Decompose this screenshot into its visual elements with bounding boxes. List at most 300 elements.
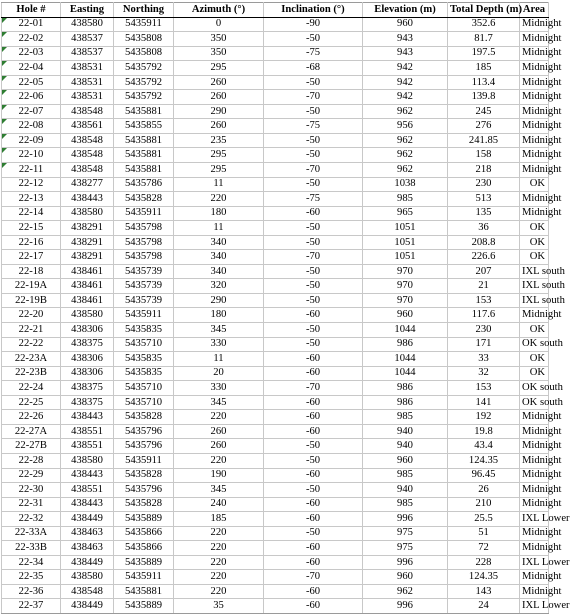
inclination-cell: -50 [264, 453, 363, 468]
table-row [2, 61, 549, 76]
azimuth-cell: 220 [174, 541, 264, 556]
table-body [2, 17, 570, 613]
elevation-cell: 970 [363, 264, 448, 279]
total-depth-cell: 124.35 [448, 570, 520, 585]
easting-cell: 438537 [61, 46, 114, 61]
inclination-header: Inclination (°) [264, 3, 363, 18]
hole-label: 22-01 [18, 18, 44, 30]
northing-cell: 5435881 [114, 133, 174, 148]
northing-cell: 5435889 [114, 512, 174, 527]
table-row [2, 221, 549, 236]
area-cell: Midnight [520, 148, 549, 163]
azimuth-cell: 290 [174, 104, 264, 119]
northing-cell: 5435828 [114, 410, 174, 425]
total-depth-cell: 124.35 [448, 453, 520, 468]
area-cell: OK [520, 366, 549, 381]
total-depth-cell: 276 [448, 119, 520, 134]
easting-cell: 438449 [61, 555, 114, 570]
elevation-header: Elevation (m) [363, 3, 448, 18]
area-cell: Midnight [520, 541, 549, 556]
hole-cell [2, 483, 61, 498]
northing-cell: 5435710 [114, 395, 174, 410]
hole-label: 22-23B [15, 367, 47, 379]
northing-cell: 5435881 [114, 148, 174, 163]
inclination-cell: -60 [264, 206, 363, 221]
hole-label: 22-18 [18, 265, 44, 277]
area-cell: OK south [520, 337, 549, 352]
azimuth-cell: 295 [174, 61, 264, 76]
area-cell: OK south [520, 381, 549, 396]
hole-cell [2, 555, 61, 570]
hole-cell [2, 366, 61, 381]
elevation-cell: 970 [363, 293, 448, 308]
area-cell: OK [520, 323, 549, 338]
easting-cell: 438548 [61, 584, 114, 599]
total-depth-cell: 226.6 [448, 250, 520, 265]
northing-cell: 5435796 [114, 439, 174, 454]
elevation-cell: 985 [363, 468, 448, 483]
error-flag-icon [2, 105, 7, 110]
northing-cell: 5435835 [114, 323, 174, 338]
total-depth-cell: 19.8 [448, 424, 520, 439]
azimuth-cell: 220 [174, 555, 264, 570]
hole-cell [2, 250, 61, 265]
hole-cell [2, 75, 61, 90]
northing-cell: 5435881 [114, 584, 174, 599]
elevation-cell: 962 [363, 163, 448, 178]
total-depth-cell: 113.4 [448, 75, 520, 90]
hole-cell [2, 410, 61, 425]
northing-cell: 5435889 [114, 555, 174, 570]
elevation-cell: 942 [363, 61, 448, 76]
table-row [2, 337, 549, 352]
area-cell: Midnight [520, 104, 549, 119]
hole-cell [2, 584, 61, 599]
elevation-cell: 985 [363, 410, 448, 425]
easting-cell: 438561 [61, 119, 114, 134]
table-row [2, 453, 549, 468]
hole-label: 22-33B [15, 542, 47, 553]
hole-cell [2, 32, 61, 47]
hole-label: 22-25 [18, 396, 44, 408]
easting-cell: 438548 [61, 148, 114, 163]
area-cell: Midnight [520, 119, 549, 134]
hole-label: 22-19A [14, 280, 48, 292]
area-cell: IXL Lower [520, 555, 549, 570]
elevation-cell: 960 [363, 17, 448, 32]
area-cell: OK south [520, 395, 549, 410]
inclination-cell: -60 [264, 555, 363, 570]
inclination-cell: -90 [264, 17, 363, 32]
table-row [2, 308, 549, 323]
hole-cell [2, 104, 61, 119]
northing-cell: 5435808 [114, 32, 174, 47]
easting-cell: 438580 [61, 453, 114, 468]
elevation-cell: 942 [363, 90, 448, 105]
northing-cell: 5435835 [114, 366, 174, 381]
easting-header: Easting [61, 3, 114, 18]
table-row [2, 381, 549, 396]
table-row [2, 526, 549, 541]
hole-label: 22-09 [18, 134, 44, 146]
elevation-cell: 986 [363, 395, 448, 410]
total-depth-cell: 228 [448, 555, 520, 570]
hole-label: 22-27A [14, 425, 48, 437]
northing-cell: 5435786 [114, 177, 174, 192]
inclination-cell: -60 [264, 424, 363, 439]
inclination-cell: -50 [264, 235, 363, 250]
hole-cell [2, 541, 61, 556]
azimuth-cell: 290 [174, 293, 264, 308]
error-flag-icon [2, 148, 7, 153]
area-cell: Midnight [520, 32, 549, 47]
hole-cell [2, 308, 61, 323]
area-cell: Midnight [520, 584, 549, 599]
area-cell: Midnight [520, 308, 549, 323]
inclination-cell: -50 [264, 526, 363, 541]
table-row [2, 264, 549, 279]
azimuth-cell: 260 [174, 119, 264, 134]
hole-label: 22-24 [18, 381, 44, 393]
table-row [2, 352, 549, 367]
error-flag-icon [2, 119, 7, 124]
northing-cell: 5435881 [114, 163, 174, 178]
error-flag-icon [2, 134, 7, 139]
hole-label: 22-19B [15, 294, 47, 306]
elevation-cell: 985 [363, 192, 448, 207]
azimuth-cell: 340 [174, 235, 264, 250]
inclination-cell: -70 [264, 570, 363, 585]
easting-cell: 438306 [61, 323, 114, 338]
hole-label: 22-11 [18, 163, 44, 175]
elevation-cell: 960 [363, 308, 448, 323]
total-depth-cell: 185 [448, 61, 520, 76]
northing-cell: 5435911 [114, 17, 174, 32]
table-row [2, 46, 549, 61]
drill-hole-table [1, 2, 570, 614]
total-depth-cell: 141 [448, 395, 520, 410]
area-cell: Midnight [520, 133, 549, 148]
azimuth-cell: 340 [174, 264, 264, 279]
elevation-cell: 1051 [363, 221, 448, 236]
hole-cell [2, 381, 61, 396]
hole-cell [2, 293, 61, 308]
inclination-cell: -50 [264, 148, 363, 163]
northing-cell: 5435798 [114, 221, 174, 236]
table-row [2, 424, 549, 439]
inclination-cell: -75 [264, 192, 363, 207]
northing-cell: 5435881 [114, 104, 174, 119]
hole-cell [2, 221, 61, 236]
hole-cell [2, 46, 61, 61]
error-flag-icon [2, 76, 7, 81]
inclination-cell: -60 [264, 308, 363, 323]
table-row [2, 599, 549, 614]
table-row [2, 512, 549, 527]
area-cell: Midnight [520, 163, 549, 178]
easting-cell: 438449 [61, 599, 114, 614]
table-row [2, 541, 549, 556]
hole-label: 22-20 [18, 309, 44, 321]
area-cell: Midnight [520, 497, 549, 512]
total-depth-cell: 72 [448, 541, 520, 556]
total-depth-cell: 208.8 [448, 235, 520, 250]
table-row [2, 17, 549, 32]
inclination-cell: -50 [264, 104, 363, 119]
northing-cell: 5435792 [114, 90, 174, 105]
hole-cell [2, 163, 61, 178]
hole-cell [2, 497, 61, 512]
easting-cell: 438531 [61, 61, 114, 76]
hole-label: 22-27B [15, 440, 47, 452]
easting-cell: 438443 [61, 192, 114, 207]
hole-cell [2, 61, 61, 76]
table-row [2, 206, 549, 221]
hole-label: 22-26 [18, 411, 44, 423]
elevation-cell: 996 [363, 512, 448, 527]
azimuth-cell: 240 [174, 497, 264, 512]
inclination-cell: -60 [264, 352, 363, 367]
table-row [2, 439, 549, 454]
inclination-cell: -50 [264, 264, 363, 279]
hole-label: 22-36 [18, 585, 44, 597]
area-cell: IXL south [520, 293, 549, 308]
easting-cell: 438463 [61, 526, 114, 541]
northing-cell: 5435855 [114, 119, 174, 134]
inclination-cell: -60 [264, 497, 363, 512]
elevation-cell: 940 [363, 439, 448, 454]
elevation-cell: 940 [363, 424, 448, 439]
elevation-cell: 962 [363, 104, 448, 119]
azimuth-cell: 11 [174, 352, 264, 367]
total-depth-cell: 139.8 [448, 90, 520, 105]
area-cell: Midnight [520, 75, 549, 90]
inclination-cell: -50 [264, 483, 363, 498]
error-flag-icon [2, 61, 7, 66]
northing-header: Northing [114, 3, 174, 18]
inclination-cell: -60 [264, 599, 363, 614]
hole-cell [2, 570, 61, 585]
hole-cell [2, 395, 61, 410]
inclination-cell: -50 [264, 177, 363, 192]
hole-cell [2, 439, 61, 454]
area-cell: Midnight [520, 61, 549, 76]
inclination-cell: -68 [264, 61, 363, 76]
hole-label: 22-34 [18, 556, 44, 568]
elevation-cell: 1044 [363, 352, 448, 367]
total-depth-cell: 21 [448, 279, 520, 294]
hole-label: 22-32 [18, 512, 44, 524]
hole-cell [2, 192, 61, 207]
table-row [2, 75, 549, 90]
northing-cell: 5435889 [114, 599, 174, 614]
table-row [2, 90, 549, 105]
hole-label: 22-10 [18, 149, 44, 161]
area-cell: Midnight [520, 192, 549, 207]
azimuth-cell: 220 [174, 584, 264, 599]
area-cell: IXL south [520, 279, 549, 294]
easting-cell: 438461 [61, 264, 114, 279]
northing-cell: 5435792 [114, 75, 174, 90]
elevation-cell: 970 [363, 279, 448, 294]
easting-cell: 438548 [61, 133, 114, 148]
hole-cell [2, 90, 61, 105]
elevation-cell: 996 [363, 599, 448, 614]
elevation-cell: 956 [363, 119, 448, 134]
inclination-cell: -50 [264, 293, 363, 308]
northing-cell: 5435828 [114, 468, 174, 483]
hole-label: 22-03 [18, 47, 44, 59]
hole-cell [2, 599, 61, 614]
elevation-cell: 943 [363, 32, 448, 47]
hole-cell [2, 148, 61, 163]
easting-cell: 438443 [61, 497, 114, 512]
elevation-cell: 965 [363, 206, 448, 221]
table-row [2, 119, 549, 134]
elevation-cell: 943 [363, 46, 448, 61]
total-depth-header: Total Depth (m) [448, 3, 520, 18]
hole-cell [2, 337, 61, 352]
northing-cell: 5435739 [114, 293, 174, 308]
northing-cell: 5435911 [114, 206, 174, 221]
azimuth-cell: 260 [174, 90, 264, 105]
azimuth-cell: 330 [174, 381, 264, 396]
easting-cell: 438291 [61, 250, 114, 265]
elevation-cell: 975 [363, 541, 448, 556]
hole-label: 22-33A [14, 527, 48, 539]
hole-label: 22-06 [18, 91, 44, 103]
easting-cell: 438291 [61, 221, 114, 236]
northing-cell: 5435710 [114, 381, 174, 396]
total-depth-cell: 36 [448, 221, 520, 236]
hole-cell [2, 264, 61, 279]
table-row [2, 192, 549, 207]
hole-label: 22-08 [18, 120, 44, 132]
azimuth-cell: 345 [174, 483, 264, 498]
area-cell: IXL Lower [520, 512, 549, 527]
azimuth-cell: 320 [174, 279, 264, 294]
table-row [2, 366, 549, 381]
easting-cell: 438551 [61, 424, 114, 439]
inclination-cell: -70 [264, 250, 363, 265]
area-cell: Midnight [520, 483, 549, 498]
area-cell: OK [520, 352, 549, 367]
table-row [2, 133, 549, 148]
elevation-cell: 1038 [363, 177, 448, 192]
northing-cell: 5435866 [114, 526, 174, 541]
inclination-cell: -70 [264, 163, 363, 178]
easting-cell: 438449 [61, 512, 114, 527]
total-depth-cell: 230 [448, 177, 520, 192]
hole-label: 22-07 [18, 105, 44, 117]
error-flag-icon [2, 18, 7, 23]
northing-cell: 5435796 [114, 483, 174, 498]
total-depth-cell: 207 [448, 264, 520, 279]
table-row [2, 410, 549, 425]
error-flag-icon [2, 163, 7, 168]
hole-cell [2, 177, 61, 192]
hole-cell [2, 235, 61, 250]
total-depth-cell: 210 [448, 497, 520, 512]
table-row [2, 250, 549, 265]
hole-label: 22-12 [18, 178, 44, 190]
elevation-cell: 1051 [363, 235, 448, 250]
northing-cell: 5435798 [114, 235, 174, 250]
azimuth-cell: 0 [174, 17, 264, 32]
hole-cell [2, 512, 61, 527]
easting-cell: 438548 [61, 163, 114, 178]
hole-cell [2, 352, 61, 367]
northing-cell: 5435808 [114, 46, 174, 61]
table-row [2, 555, 549, 570]
northing-cell: 5435792 [114, 61, 174, 76]
easting-cell: 438291 [61, 235, 114, 250]
azimuth-cell: 220 [174, 570, 264, 585]
easting-cell: 438463 [61, 541, 114, 556]
hole-label: 22-37 [18, 600, 44, 612]
hole-label: 22-14 [18, 207, 44, 219]
elevation-cell: 960 [363, 453, 448, 468]
inclination-cell: -75 [264, 46, 363, 61]
easting-cell: 438551 [61, 483, 114, 498]
easting-cell: 438306 [61, 366, 114, 381]
total-depth-cell: 26 [448, 483, 520, 498]
azimuth-cell: 330 [174, 337, 264, 352]
hole-cell [2, 323, 61, 338]
easting-cell: 438580 [61, 206, 114, 221]
northing-cell: 5435835 [114, 352, 174, 367]
total-depth-cell: 158 [448, 148, 520, 163]
total-depth-cell: 153 [448, 293, 520, 308]
northing-cell: 5435911 [114, 453, 174, 468]
inclination-cell: -60 [264, 584, 363, 599]
hole-label: 22-17 [18, 251, 44, 263]
hole-label: 22-29 [18, 469, 44, 481]
elevation-cell: 962 [363, 148, 448, 163]
inclination-cell: -60 [264, 512, 363, 527]
hole-cell [2, 119, 61, 134]
inclination-cell: -50 [264, 32, 363, 47]
elevation-cell: 960 [363, 570, 448, 585]
table-header-row [2, 3, 549, 18]
hole-label: 22-22 [18, 338, 44, 350]
hole-label: 22-23A [14, 352, 48, 364]
northing-cell: 5435739 [114, 279, 174, 294]
area-cell: OK [520, 250, 549, 265]
total-depth-cell: 24 [448, 599, 520, 614]
easting-cell: 438580 [61, 308, 114, 323]
hole-label: 22-16 [18, 236, 44, 248]
inclination-cell: -50 [264, 279, 363, 294]
hole-cell [2, 133, 61, 148]
azimuth-cell: 260 [174, 424, 264, 439]
inclination-cell: -60 [264, 468, 363, 483]
total-depth-cell: 51 [448, 526, 520, 541]
azimuth-cell: 345 [174, 395, 264, 410]
azimuth-cell: 340 [174, 250, 264, 265]
hole-cell [2, 468, 61, 483]
azimuth-cell: 350 [174, 46, 264, 61]
total-depth-cell: 171 [448, 337, 520, 352]
easting-cell: 438375 [61, 395, 114, 410]
table-row [2, 148, 549, 163]
elevation-cell: 940 [363, 483, 448, 498]
elevation-cell: 942 [363, 75, 448, 90]
total-depth-cell: 153 [448, 381, 520, 396]
total-depth-cell: 135 [448, 206, 520, 221]
hole-label: 22-30 [18, 483, 44, 495]
error-flag-icon [2, 47, 7, 52]
